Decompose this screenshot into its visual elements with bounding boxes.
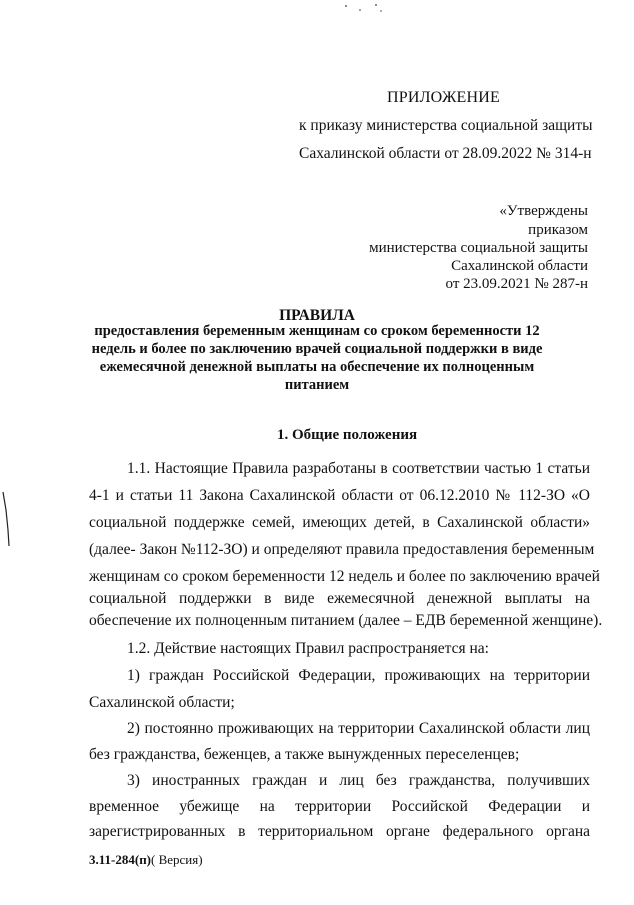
section-heading: 1. Общие положения [277,427,418,443]
body-line-1: 1.1. Настоящие Правила разработаны в соответствии частью 1 статьи [127,460,590,477]
document-code: 3.11-284(п) [89,852,152,867]
body-line-5: женщинам со сроком беременности 12 недель и более по заключению врачей [89,568,600,585]
appendix-line-2: Сахалинской области от 28.09.2022 № 314-н [299,145,592,162]
scan-dust-marks [340,0,400,14]
document-version: ( Версия) [151,852,203,867]
approved-line-3: министерства социальной защиты [369,240,588,256]
body-line-4: (далее- Закон №112-ЗО) и определяют правила предоставления беременным [89,541,595,558]
body-line-11: 2) постоянно проживающих на территории Сахалинской области лиц [127,720,590,737]
approved-line-1: «Утверждены [499,203,588,219]
document-footer [89,852,203,868]
body-line-9: 1) граждан Российской Федерации, проживающих на территории [127,667,590,684]
body-line-6: социальной поддержки в виде ежемесячной денежной выплаты на [89,590,590,607]
appendix-line-1: к приказу министерства социальной защиты [299,117,593,134]
body-line-13: 3) иностранных граждан и лиц без гражданства, получивших [127,772,590,789]
appendix-title: ПРИЛОЖЕНИЕ [387,89,501,106]
body-line-10: Сахалинской области; [89,694,235,711]
body-line-12: без гражданства, беженцев, а также вынужденных переселенцев; [89,746,520,763]
rules-title: ПРАВИЛА [279,307,355,324]
approved-line-4: Сахалинской области [451,258,588,274]
approved-line-5: от 23.09.2021 № 287-н [445,276,588,292]
body-line-3: социальной поддержке семей, имеющих детей, в Сахалинской области» [89,514,590,531]
body-line-2: 4-1 и статьи 11 Закона Сахалинской области от 06.12.2010 № 112-ЗО «О [89,487,590,504]
body-line-14: временное убежище на территории Российской Федерации и [89,798,590,815]
body-line-8: 1.2. Действие настоящих Правил распространяется на: [127,640,489,657]
rules-subtitle-line-4: питанием [284,377,350,393]
scan-margin-mark [0,490,14,550]
body-line-15: зарегистрированных в территориальном органе федерального органа [89,823,590,840]
body-line-7: обеспечение их полноценным питанием (далее – ЕДВ беременной женщине). [89,612,603,629]
approved-line-2: приказом [528,222,588,238]
rules-subtitle-line-3: ежемесячной денежной выплаты на обеспечение их полноценным [99,359,535,375]
rules-subtitle-line-1: предоставления беременным женщинам со сроком беременности 12 [94,323,540,339]
rules-subtitle-line-2: недель и более по заключению врачей социальной поддержки в виде [91,341,543,357]
